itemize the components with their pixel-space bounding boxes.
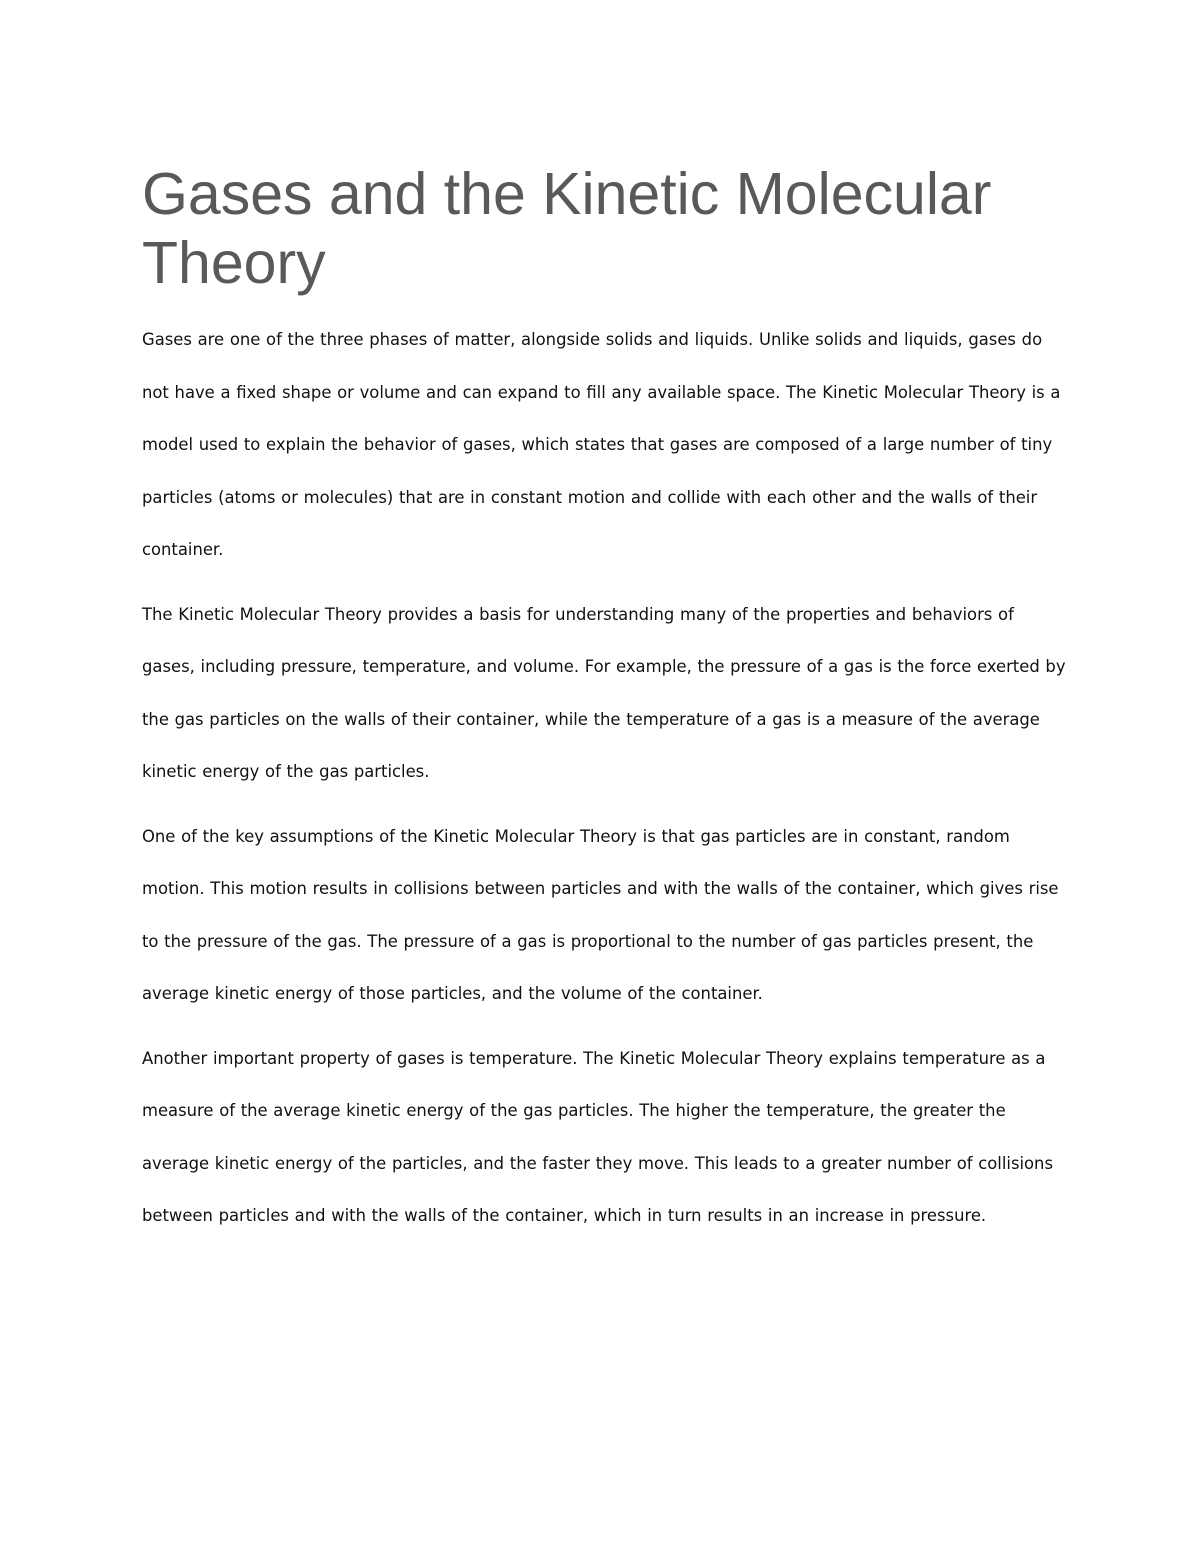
paragraph-intro: Gases are one of the three phases of matter, alongside solids and liquids. Unlike solids and liquids, gases do not have a fixed shape or volume and can expand to fill any available space. The Kinetic Molecular Theory is a model used to explain the behavior of gases, which states that gases are composed of a large number of tiny particles (atoms or molecules) that are in constant motion and collide with each other and the walls of their container. xyxy=(142,330,1061,559)
paragraph-temperature: Another important property of gases is temperature. The Kinetic Molecular Theory explains temperature as a measure of the average kinetic energy of the gas particles. The higher the temperature, the greater the average kinetic energy of the particles, and the faster they move. This leads to a greater number of collisions between particles and with the walls of the container, which in turn results in an increase in pressure. xyxy=(142,1048,1053,1225)
paragraph-assumptions: One of the key assumptions of the Kinetic Molecular Theory is that gas particles are in constant, random motion. This motion results in collisions between particles and with the walls of the container, which gives rise to the pressure of the gas. The pressure of a gas is proportional to the number of gas particles present, the average kinetic energy of those particles, and the volume of the container. xyxy=(142,826,1059,1003)
document-body xyxy=(142,160,1072,1243)
paragraph-properties: The Kinetic Molecular Theory provides a basis for understanding many of the properties and behaviors of gases, including pressure, temperature, and volume. For example, the pressure of a gas is the force exerted by the gas particles on the walls of their container, while the temperature of a gas is a measure of the average kinetic energy of the gas particles. xyxy=(142,604,1066,781)
document-title: Gases and the Kinetic Molecular Theory xyxy=(142,161,992,296)
